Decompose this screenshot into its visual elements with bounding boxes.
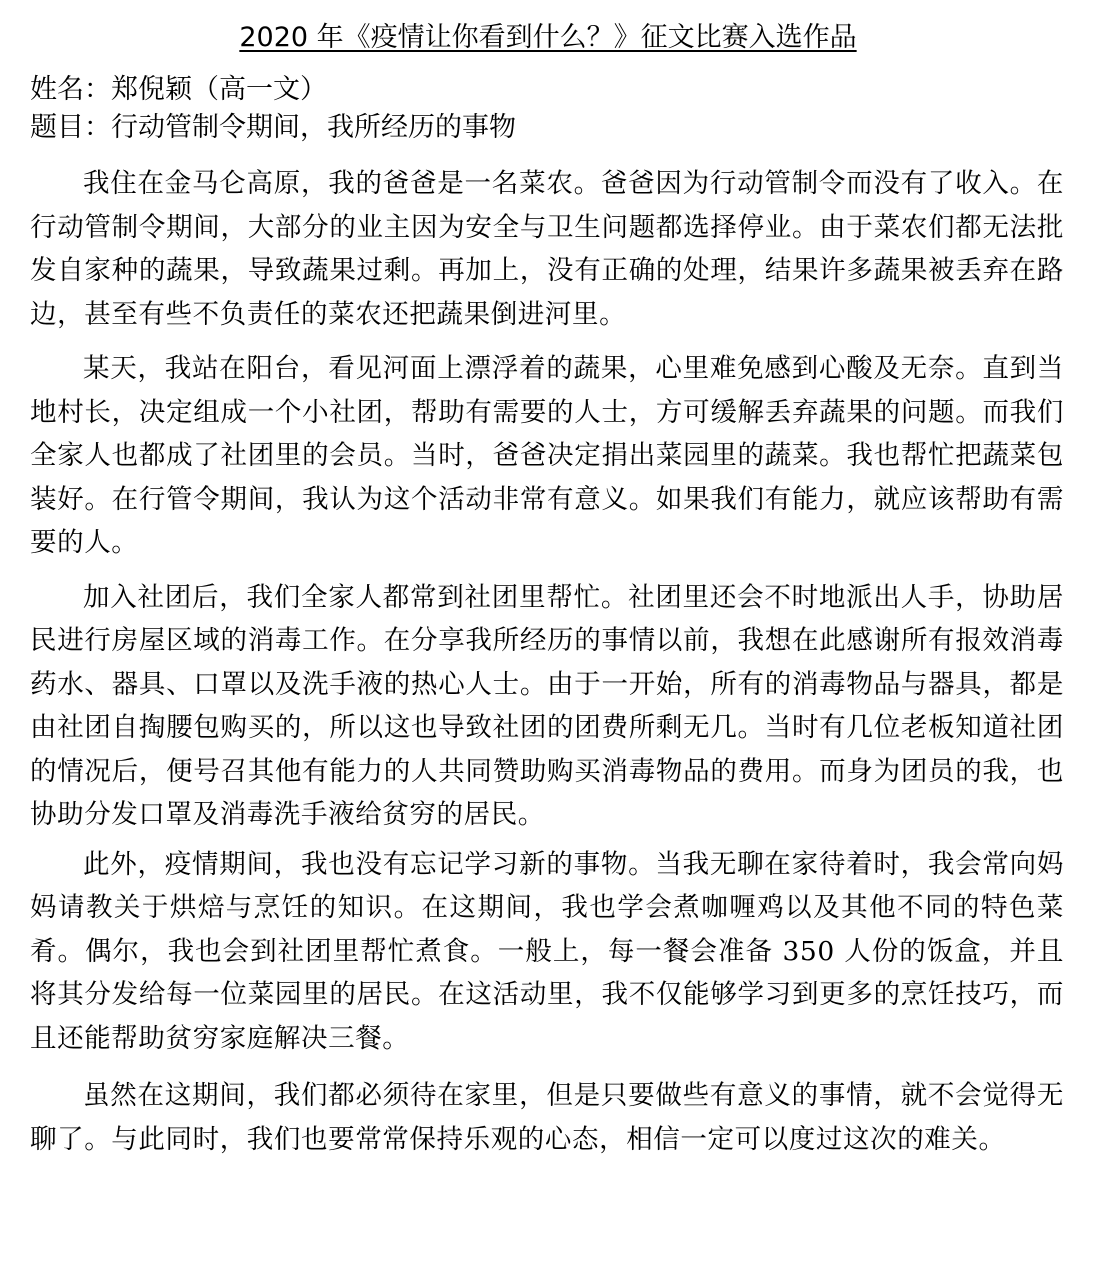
topic-label: 题目： xyxy=(30,112,111,143)
document-title xyxy=(0,18,1096,58)
paragraph-4: 此外，疫情期间，我也没有忘记学习新的事物。当我无聊在家待着时，我会常向妈妈请教关于烘焙与烹饪的知识。在这期间，我也学会煮咖喱鸡以及其他不同的特色菜肴。偶尔，我也会到社团里帮忙煮食。一般上，每一餐会准备 350 人份的饭盒，并且将其分发给每一位菜园里的居民。在这活动里，我不仅能够学习到更多的烹饪技巧，而且还能帮助贫穷家庭解决三餐。 xyxy=(30,848,1064,1054)
paragraph-3: 加入社团后，我们全家人都常到社团里帮忙。社团里还会不时地派出人手，协助居民进行房屋区域的消毒工作。在分享我所经历的事情以前，我想在此感谢所有报效消毒药水、器具、口罩以及洗手液的热心人士。由于一开始，所有的消毒物品与器具，都是由社团自掏腰包购买的，所以这也导致社团的团费所剩无几。当时有几位老板知道社团的情况后，便号召其他有能力的人共同赞助购买消毒物品的费用。而身为团员的我，也协助分发口罩及消毒洗手液给贫穷的居民。 xyxy=(30,581,1064,830)
paragraph-5: 虽然在这期间，我们都必须待在家里，但是只要做些有意义的事情，就不会觉得无聊了。与此同时，我们也要常常保持乐观的心态，相信一定可以度过这次的难关。 xyxy=(30,1080,1064,1155)
topic-line xyxy=(30,108,1070,148)
essay-body xyxy=(30,162,1064,1161)
paragraph-1: 我住在金马仑高原，我的爸爸是一名菜农。爸爸因为行动管制令而没有了收入。在行动管制令期间，大部分的业主因为安全与卫生问题都选择停业。由于菜农们都无法批发自家种的蔬果，导致蔬果过剩。再加上，没有正确的处理，结果许多蔬果被丢弃在路边，甚至有些不负责任的菜农还把蔬果倒进河里。 xyxy=(30,168,1064,330)
paragraph-2: 某天，我站在阳台，看见河面上漂浮着的蔬果，心里难免感到心酸及无奈。直到当地村长，决定组成一个小社团，帮助有需要的人士，方可缓解丢弃蔬果的问题。而我们全家人也都成了社团里的会员。当时，爸爸决定捐出菜园里的蔬菜。我也帮忙把蔬菜包装好。在行管令期间，我认为这个活动非常有意义。如果我们有能力，就应该帮助有需要的人。 xyxy=(30,353,1064,558)
author-name: 郑倪颖（高一文） xyxy=(111,74,327,105)
author-line xyxy=(30,70,1070,110)
author-label: 姓名： xyxy=(30,74,111,105)
topic-title: 行动管制令期间，我所经历的事物 xyxy=(111,112,516,143)
document-title-text: 2020 年《疫情让你看到什么？》征文比赛入选作品 xyxy=(239,22,857,53)
